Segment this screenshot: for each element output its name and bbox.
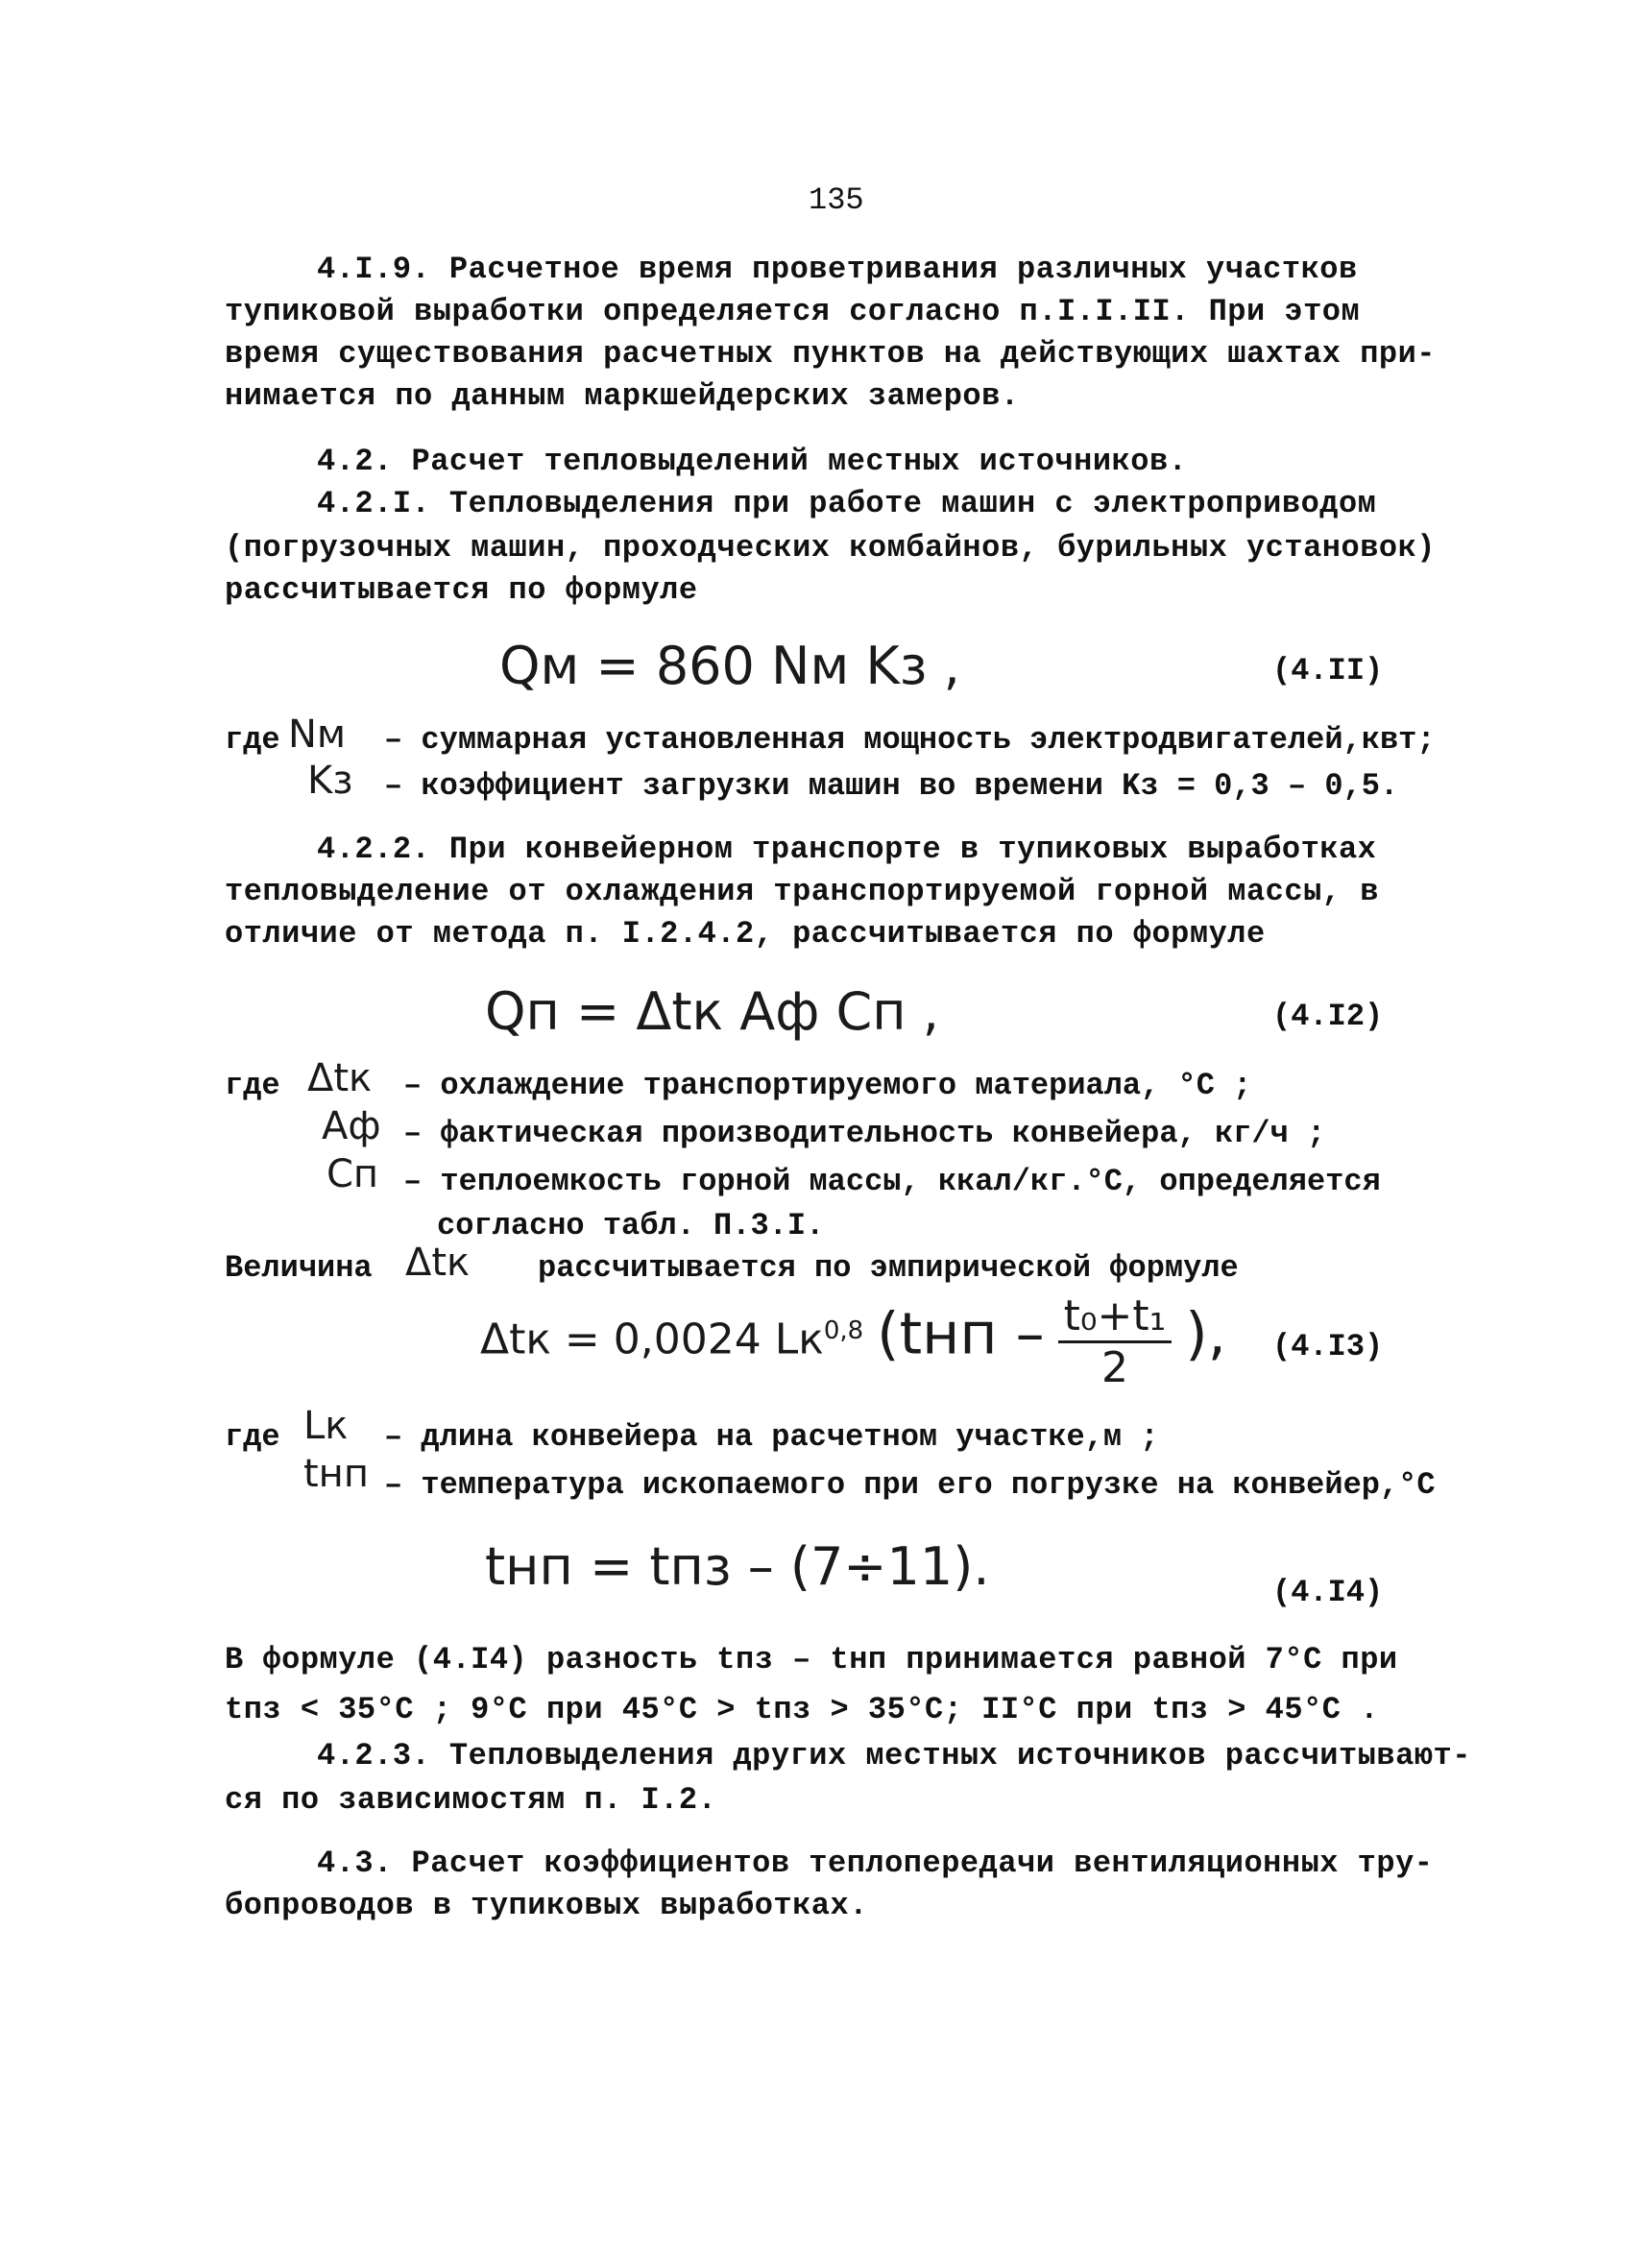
formula-open-paren: (tнп –: [877, 1300, 1045, 1368]
formula-lhs: Δtк = 0,0024 Lк: [480, 1315, 824, 1364]
definition: согласно табл. П.3.I.: [437, 1208, 825, 1243]
fraction-denominator: 2: [1100, 1343, 1128, 1392]
paragraph-line: 4.2.2. При конвейерном транспорте в тупиковых выработках: [317, 832, 1377, 867]
where-label: где: [225, 722, 280, 758]
formula-exponent: 0,8: [823, 1315, 864, 1345]
formula-4-13: [480, 1291, 1226, 1392]
paragraph-line: бопроводов в тупиковых выработках.: [225, 1888, 868, 1923]
paragraph-line: время существования расчетных пунктов на действующих шахтах при-: [225, 336, 1436, 372]
paragraph-line: 4.2.3. Тепловыделения других местных источников рассчитывают-: [317, 1738, 1471, 1773]
equation-number: (4.I3): [1272, 1329, 1384, 1364]
definition: – фактическая производительность конвейера, кг/ч ;: [403, 1116, 1326, 1151]
formula-4-11: Qм = 860 Nм Kз ,: [499, 636, 960, 696]
symbol: Kз: [307, 759, 353, 803]
paragraph-line: В формуле (4.I4) разность tпз – tнп принимается равной 7°C при: [225, 1642, 1398, 1677]
paragraph-line: нимается по данным маркшейдерских замеров.: [225, 378, 1020, 414]
definition: – суммарная установленная мощность электродвигателей,квт;: [384, 722, 1436, 758]
definition: – температура ископаемого при его погрузке на конвейер,°C: [384, 1467, 1436, 1503]
symbol: Δtк: [307, 1056, 373, 1100]
paragraph-line: 4.3. Расчет коэффициентов теплопередачи вентиляционных тру-: [317, 1846, 1434, 1881]
paragraph-line: tпз < 35°C ; 9°C при 45°C > tпз > 35°C; II°C при tпз > 45°C .: [225, 1692, 1379, 1727]
symbol: tнп: [303, 1452, 369, 1496]
definition: – коэффициент загрузки машин во времени Kз = 0,3 – 0,5.: [384, 768, 1399, 804]
section-heading: 4.2. Расчет тепловыделений местных источников.: [317, 444, 1188, 479]
paragraph-line: тепловыделение от охлаждения транспортируемой горной массы, в: [225, 874, 1379, 909]
definition: – длина конвейера на расчетном участке,м ;: [384, 1419, 1159, 1455]
paragraph-line: рассчитывается по формуле: [225, 572, 698, 608]
where-label: где: [225, 1068, 280, 1103]
fraction-numerator: t₀+t₁: [1058, 1291, 1173, 1343]
definition: – охлаждение транспортируемого материала, °C ;: [403, 1068, 1252, 1103]
symbol: Δtк: [405, 1241, 471, 1285]
where-label: где: [225, 1419, 280, 1455]
definition: – теплоемкость горной массы, ккал/кг.°C, определяется: [403, 1164, 1381, 1199]
equation-number: (4.I4): [1272, 1575, 1384, 1610]
equation-number: (4.II): [1272, 653, 1384, 688]
paragraph-line: 4.2.I. Тепловыделения при работе машин с электроприводом: [317, 486, 1377, 521]
magnitude-label: Величина: [225, 1250, 373, 1286]
paragraph-line: ся по зависимостям п. I.2.: [225, 1782, 717, 1818]
symbol: Aф: [322, 1104, 381, 1148]
paragraph-line: 4.I.9. Расчетное время проветривания различных участков: [317, 252, 1358, 287]
page-number: 135: [809, 182, 864, 218]
formula-4-14: tнп = tпз – (7÷11).: [485, 1536, 990, 1597]
paragraph-line: (погрузочных машин, проходческих комбайнов, бурильных установок): [225, 530, 1436, 566]
equation-number: (4.I2): [1272, 999, 1384, 1034]
symbol: Lк: [303, 1404, 349, 1448]
paragraph-line: отличие от метода п. I.2.4.2, рассчитывается по формуле: [225, 916, 1266, 952]
paragraph-line: тупиковой выработки определяется согласно п.I.I.II. При этом: [225, 294, 1361, 329]
magnitude-text: рассчитывается по эмпирической формуле: [538, 1250, 1239, 1286]
formula-4-12: Qп = Δtк Aф Cп ,: [485, 981, 939, 1042]
formula-fraction: [1058, 1291, 1173, 1392]
symbol: Nм: [288, 712, 347, 757]
symbol: Cп: [326, 1152, 379, 1196]
formula-close-paren: ),: [1185, 1300, 1226, 1368]
